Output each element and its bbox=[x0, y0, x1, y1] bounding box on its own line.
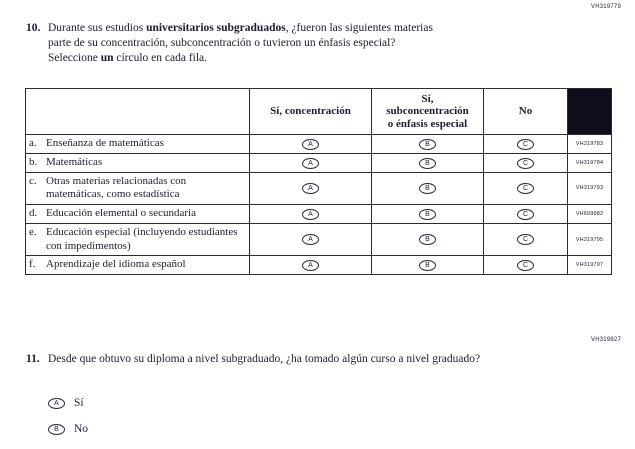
row-label: Aprendizaje del idioma español bbox=[46, 258, 186, 271]
header-code-cell bbox=[568, 89, 612, 135]
header-line: subconcentración bbox=[386, 105, 469, 118]
option-oval-a[interactable]: A bbox=[302, 234, 319, 245]
option-cell bbox=[250, 153, 372, 172]
option-label: No bbox=[74, 423, 89, 435]
page-code-top: VH319779 bbox=[591, 4, 621, 10]
option-cell bbox=[484, 205, 568, 224]
option-cell bbox=[484, 256, 568, 275]
q10-table bbox=[25, 88, 612, 275]
row-label: Enseñanza de matemáticas bbox=[46, 137, 164, 149]
option-cell bbox=[372, 205, 484, 224]
row-letter: c. bbox=[29, 174, 37, 187]
row-code: VH319793 bbox=[568, 172, 612, 205]
option-cell bbox=[250, 135, 372, 154]
header-line: Sí, bbox=[421, 92, 434, 105]
option-label: Sí bbox=[74, 397, 84, 409]
table-row-e bbox=[26, 223, 612, 256]
q11-option-si[interactable] bbox=[48, 397, 84, 409]
table-row-d bbox=[26, 205, 612, 224]
row-letter: e. bbox=[29, 225, 37, 238]
option-oval-c[interactable]: C bbox=[517, 234, 534, 245]
option-oval-b[interactable]: B bbox=[419, 183, 436, 194]
header-line: o énfasis especial bbox=[387, 117, 468, 130]
option-oval-c[interactable]: C bbox=[517, 209, 534, 220]
row-label-cell bbox=[26, 172, 250, 205]
option-oval-b[interactable]: B bbox=[48, 424, 65, 435]
option-oval-a[interactable]: A bbox=[302, 209, 319, 220]
option-oval-a[interactable]: A bbox=[302, 158, 319, 169]
option-oval-c[interactable]: C bbox=[517, 183, 534, 194]
question-10-number: 10. bbox=[26, 22, 41, 34]
row-label-cell bbox=[26, 135, 250, 154]
option-oval-b[interactable]: B bbox=[419, 260, 436, 271]
table-row-c bbox=[26, 172, 612, 205]
option-oval-b[interactable]: B bbox=[419, 158, 436, 169]
option-cell bbox=[250, 256, 372, 275]
row-letter: a. bbox=[29, 137, 37, 149]
row-code: VH319783 bbox=[568, 135, 612, 154]
row-label-cell bbox=[26, 205, 250, 224]
option-oval-a[interactable]: A bbox=[48, 398, 65, 409]
question-10-text bbox=[48, 21, 446, 66]
option-cell bbox=[372, 172, 484, 205]
row-label: Otras materias relacionadas con matemáticas, como estadística bbox=[46, 174, 187, 201]
row-label-cell bbox=[26, 153, 250, 172]
q10-text-part: , ¿fueron las siguientes materias parte de su concentración, subconcentración o tuvieron un énfasis especial? Seleccione bbox=[48, 22, 433, 64]
option-oval-b[interactable]: B bbox=[419, 139, 436, 150]
row-label-cell bbox=[26, 256, 250, 275]
option-oval-a[interactable]: A bbox=[302, 260, 319, 271]
option-cell bbox=[484, 172, 568, 205]
q10-text-part: círculo en cada fila. bbox=[113, 51, 208, 64]
option-oval-a[interactable]: A bbox=[302, 183, 319, 194]
option-cell bbox=[250, 223, 372, 256]
option-oval-b[interactable]: B bbox=[419, 209, 436, 220]
option-cell bbox=[372, 153, 484, 172]
row-label: Matemáticas bbox=[46, 155, 103, 168]
q10-text-bold: un bbox=[100, 51, 114, 64]
question-11 bbox=[26, 352, 606, 367]
q10-text-bold: universitarios subgraduados bbox=[146, 22, 286, 34]
option-cell bbox=[372, 223, 484, 256]
row-code: VH319797 bbox=[568, 256, 612, 275]
option-cell bbox=[484, 135, 568, 154]
option-cell bbox=[250, 172, 372, 205]
header-col-no: No bbox=[484, 89, 568, 135]
question-11-text: Desde que obtuvo su diploma a nivel subgraduado, ¿ha tomado algún curso a nivel graduado? bbox=[48, 353, 481, 365]
q10-table-header-row bbox=[26, 89, 612, 135]
header-col-concentracion: Sí, concentración bbox=[250, 89, 372, 135]
table-row-a bbox=[26, 135, 612, 154]
option-cell bbox=[372, 135, 484, 154]
option-oval-c[interactable]: C bbox=[517, 139, 534, 150]
row-label: Educación elemental o secundaria bbox=[46, 207, 196, 219]
table-row-b bbox=[26, 153, 612, 172]
row-code: VH319784 bbox=[568, 153, 612, 172]
option-oval-c[interactable]: C bbox=[517, 158, 534, 169]
row-letter: f. bbox=[29, 258, 36, 271]
row-code: VH319795 bbox=[568, 223, 612, 256]
row-label: Educación especial (incluyendo estudiantes con impedimentos) bbox=[46, 225, 238, 252]
q10-text-part: Durante sus estudios bbox=[48, 22, 147, 34]
option-oval-c[interactable]: C bbox=[517, 260, 534, 271]
option-cell bbox=[484, 223, 568, 256]
table-row-f bbox=[26, 256, 612, 275]
option-cell bbox=[484, 153, 568, 172]
q11-option-no[interactable] bbox=[48, 423, 88, 435]
option-oval-a[interactable]: A bbox=[302, 139, 319, 150]
row-code: VH609982 bbox=[568, 205, 612, 224]
row-label-cell bbox=[26, 223, 250, 256]
option-cell bbox=[250, 205, 372, 224]
option-cell bbox=[372, 256, 484, 275]
question-10 bbox=[26, 21, 446, 66]
header-col-subconcentracion bbox=[372, 89, 484, 135]
option-oval-b[interactable]: B bbox=[419, 234, 436, 245]
header-empty bbox=[26, 89, 250, 135]
page-code-mid: VH319827 bbox=[591, 337, 621, 343]
question-11-number: 11. bbox=[26, 353, 40, 365]
row-letter: b. bbox=[29, 155, 38, 168]
row-letter: d. bbox=[29, 207, 38, 219]
